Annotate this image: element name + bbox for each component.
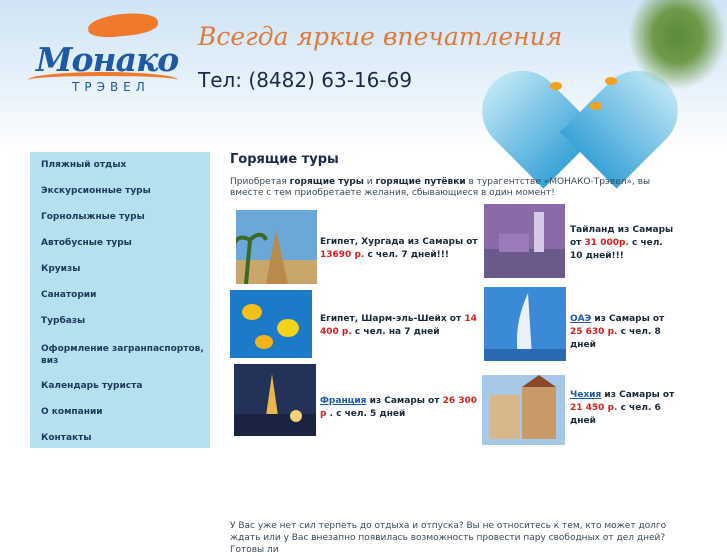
phone-number: Тел: (8482) 63-16-69 [198, 68, 413, 92]
uae-burj-photo[interactable] [484, 287, 566, 361]
sidebar-item-cruises[interactable]: Круизы [41, 264, 81, 274]
thailand-photo[interactable] [484, 204, 565, 278]
logo[interactable] [28, 14, 188, 94]
bottom-text: У Вас уже нет сил терпеть до отдыха и отпуска? Вы не относитесь к тем, кто может долго ждать или у Вас внезапно появилась возможность провести пару свободных от дел дней? Готовы ли [230, 521, 667, 555]
sidebar-item-sanatoriums[interactable]: Санатории [41, 290, 97, 300]
tour-thailand[interactable]: Тайланд из Самары от 31 000р. с чел. 10 дней!!! [570, 225, 674, 261]
sidebar-item-beach[interactable]: Пляжный отдых [41, 160, 127, 170]
logo-name: Монако [36, 40, 179, 79]
sidebar-item-contacts[interactable]: Контакты [41, 433, 92, 443]
slogan: Всегда яркие впечатления [198, 22, 563, 51]
header [0, 0, 727, 150]
tour-czech[interactable]: Чехия из Самары от 21 450 р. с чел. 6 дней [570, 390, 675, 426]
sidebar-item-excursions[interactable]: Экскурсионные туры [41, 186, 151, 196]
sun-icon [87, 10, 159, 39]
sidebar-item-ski[interactable]: Горнолыжные туры [41, 212, 145, 222]
sidebar-menu [30, 152, 210, 448]
uae-link[interactable]: ОАЭ [570, 314, 592, 324]
palm-icon [628, 0, 727, 90]
heart-aquarium-icon [520, 22, 640, 142]
tour-france[interactable]: Франция из Самары от 26 300 р . с чел. 5 дней [320, 396, 478, 419]
czech-link[interactable]: Чехия [570, 390, 602, 400]
sidebar-item-passports[interactable]: Оформление загранпаспортов, виз [41, 343, 204, 366]
sharm-fish-photo[interactable] [230, 290, 312, 358]
page-title: Горящие туры [230, 152, 339, 167]
sidebar-item-tourbases[interactable]: Турбазы [41, 316, 86, 326]
tour-egypt-hurghada[interactable]: Египет, Хургада из Самары от 13690 р. с чел. 7 дней!!! [320, 237, 478, 260]
france-eiffel-photo[interactable] [234, 364, 316, 436]
intro-text: Приобретая горящие туры и горящие путёвки в турагентстве «МОНАКО-Трэвел», вы вместе с тем приобретаете желания, сбывающиеся в один момент! [230, 177, 651, 198]
sidebar-item-bus[interactable]: Автобусные туры [41, 238, 132, 248]
france-link[interactable]: Франция [320, 396, 367, 406]
sidebar-item-about[interactable]: О компании [41, 407, 103, 417]
logo-subtitle: ТРЭВЕЛ [72, 80, 150, 94]
egypt-hurghada-photo[interactable] [236, 210, 317, 284]
tour-egypt-sharm[interactable]: Египет, Шарм-эль-Шейх от 14 400 р. с чел. на 7 дней [320, 314, 477, 337]
tour-uae[interactable]: ОАЭ из Самары от 25 630 р. с чел. 8 дней [570, 314, 665, 350]
czech-photo[interactable] [482, 375, 565, 445]
sidebar-item-calendar[interactable]: Календарь туриста [41, 381, 143, 391]
